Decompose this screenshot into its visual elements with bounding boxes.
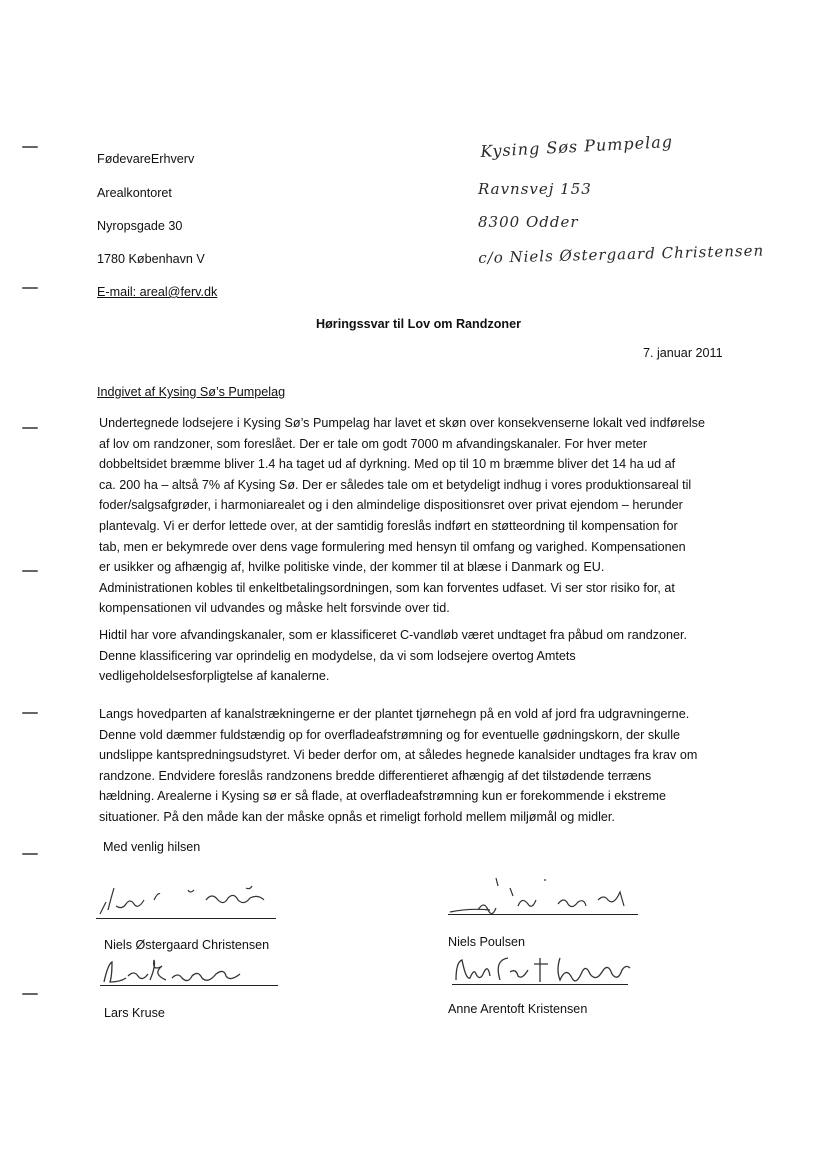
sender-line: Ravnsvej 153 [478,180,592,198]
recipient-line: FødevareErhverv [97,152,195,166]
handwritten-signature [450,950,670,988]
text-line: ca. 200 ha – altså 7% af Kysing Sø. Der er således tale om et betydeligt indhug i vores produktionsareal til [99,477,692,492]
text-line: Denne vold dæmmer fuldstændig op for overfladeafstrømning og for eventuelle gødningskorn, der skulle [99,727,681,742]
signature-line [452,984,628,985]
text-line: Hidtil har vore afvandingskanaler, som er klassificeret C-vandløb været undtaget fra påbud om randzoner. [99,628,688,642]
recipient-email-link[interactable]: E-mail: areal@ferv.dk [97,285,218,299]
handwritten-signature [448,874,648,918]
recipient-line: 1780 København V [97,252,205,266]
text-line: kompensationen vil udvandes og måske helt forsvinde over tid. [99,601,450,616]
submitted-by-heading: Indgivet af Kysing Sø’s Pumpelag [97,385,286,399]
text-line: hældning. Arealerne i Kysing sø er så flade, at overfladeafstrømning kun er forekommende i ekstreme [99,789,666,804]
text-line: vedligeholdelsesforpligtelse af kanalerne. [99,669,330,684]
text-line: er usikker og afhængig af, hvilke politiske vinde, der kommer til at blæse i Danmark og EU. [99,560,605,575]
signature-line [100,985,278,986]
text-line: dobbeltsidet bræmme bliver 1.4 ha taget ud af dyrkning. Med op til 10 m bræmme bliver det 14 ha ud af [99,457,676,472]
margin-mark [22,993,38,995]
sender-line: 8300 Odder [478,213,579,231]
margin-mark [22,570,38,572]
signature-line [96,918,276,919]
text-line: af lov om randzoner, som foreslået. Der er tale om godt 7000 m afvandingskanaler. For hver meter [99,436,648,451]
text-line: undslippe kantspredningsudstyret. Vi beder derfor om, at således hegnede kanalsider undtages fra krav om [99,748,698,763]
text-line: tab, men er bekymrede over dens vage formulering med hensyn til omfang og varighed. Kompensationen [99,539,686,554]
margin-mark [22,287,38,289]
document-date: 7. januar 2011 [643,346,723,360]
text-line: Administrationen kobles til enkeltbetalingsordningen, som kan forventes udfaset. Vi ser stor risiko for, at [99,580,675,595]
text-line: foder/salgsafgrøder, i harmoniarealet og i den almindelige dispositionsret over privat ejendom – herunder [99,498,683,513]
margin-mark [22,146,38,148]
text-line: situationer. På den måde kan der måske opnås et rimeligt forhold mellem miljømål og midler. [99,809,615,824]
text-line: Denne klassificering var oprindelig en modydelse, da vi som lodsejere overtog Amtets [99,648,576,663]
signatory-name: Anne Arentoft Kristensen [448,1002,588,1016]
handwritten-signature [96,880,296,920]
text-line: Langs hovedparten af kanalstrækningerne er der plantet tjørnehegn på en vold af jord fra udgravningerne. [99,707,690,721]
text-line: randzone. Endvidere foreslås randzonens bredde differentieret afhængig af det tilstødende terræns [99,768,652,783]
recipient-line: Arealkontoret [97,186,172,200]
closing-text: Med venlig hilsen [103,840,201,854]
paragraph [99,704,739,828]
margin-mark [22,712,38,714]
sender-line: Kysing Søs Pumpelag [480,131,674,161]
margin-mark [22,853,38,855]
document-title: Høringssvar til Lov om Randzoner [316,317,522,331]
signatory-name: Niels Østergaard Christensen [104,938,270,952]
text-line: plantevalg. Vi er derfor lettede over, at der samtidig foreslås indført en støtteordning til kompensation for [99,518,678,533]
sender-line: c/o Niels Østergaard Christensen [478,241,765,267]
recipient-line: Nyropsgade 30 [97,219,183,233]
paragraph [99,625,739,687]
signature-line [448,914,638,915]
margin-mark [22,427,38,429]
paragraph [99,413,739,619]
signatory-name: Niels Poulsen [448,935,526,949]
text-line: Undertegnede lodsejere i Kysing Sø’s Pumpelag har lavet et skøn over konsekvenserne lokalt ved indførelse [99,416,705,430]
signatory-name: Lars Kruse [104,1006,165,1020]
